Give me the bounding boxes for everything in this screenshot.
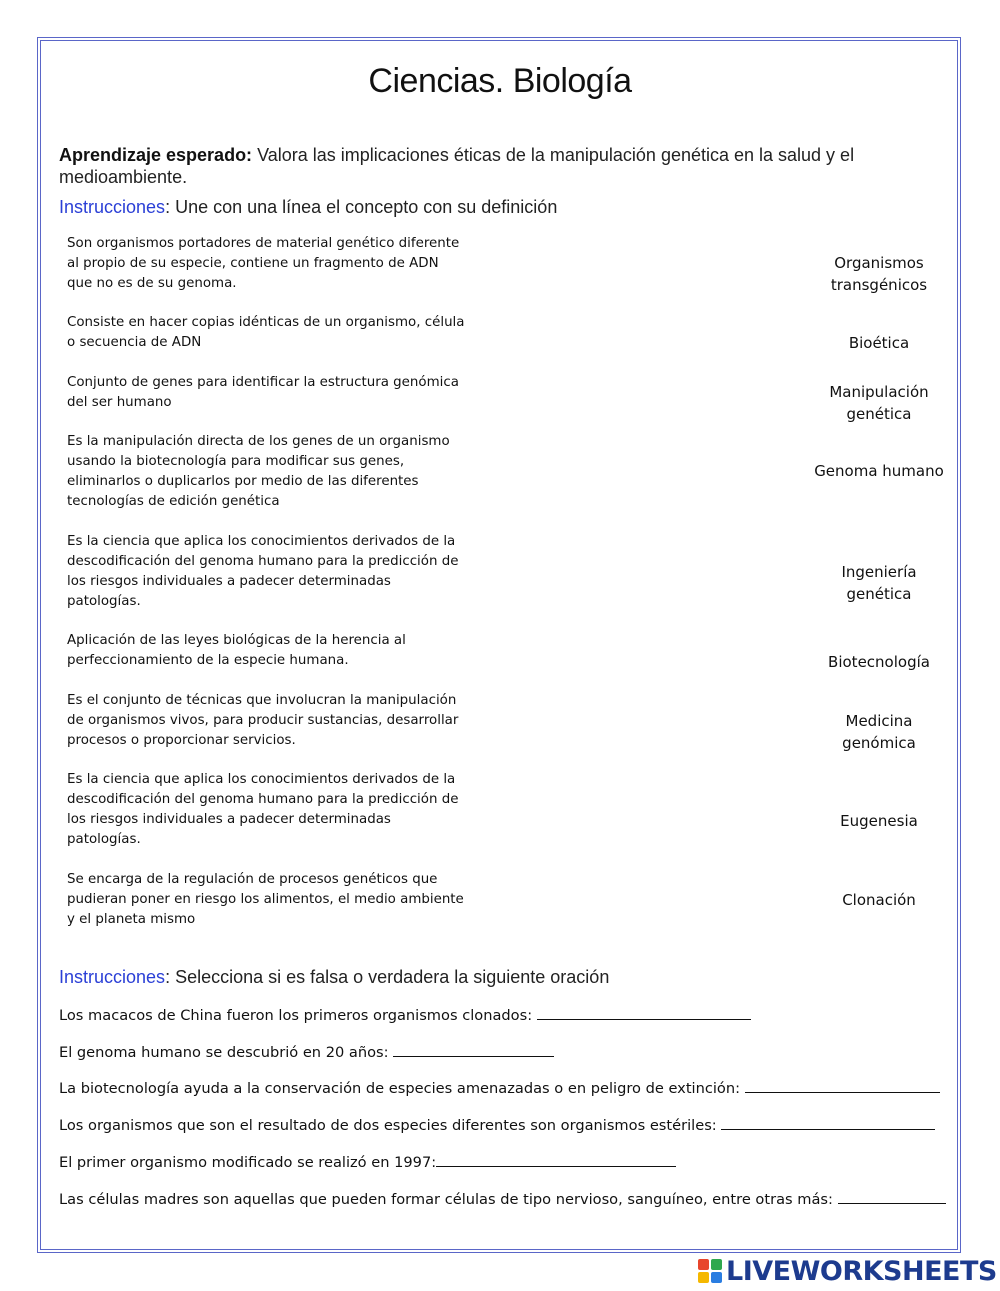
learning-label: Aprendizaje esperado: [59, 145, 253, 165]
learning-objective [59, 144, 943, 188]
concept-4[interactable]: Genoma humano [814, 462, 944, 480]
liveworksheets-logo [698, 1255, 997, 1287]
statement-2-text: El genoma humano se descubrió en 20 años: [59, 1044, 394, 1061]
statement-5 [59, 1152, 676, 1171]
statement-3-text: La biotecnología ayuda a la conservación de especies amenazadas o en peligro de extinción: [59, 1080, 745, 1097]
truefalse-instructions-label: Instrucciones [59, 967, 166, 987]
definition-3[interactable]: Conjunto de genes para identificar la estructura genómica del ser humano [67, 375, 459, 410]
answer-blank-4[interactable] [721, 1115, 935, 1130]
truefalse-instructions [59, 967, 609, 988]
statement-4 [59, 1115, 935, 1134]
statement-1 [59, 1005, 751, 1024]
concept-2[interactable]: Bioética [848, 334, 910, 352]
definition-9[interactable]: Se encarga de la regulación de procesos genéticos que pudieran poner en riesgo los alimentos, el medio ambiente y el planeta mismo [67, 872, 464, 927]
concept-7[interactable]: Medicina genómica [842, 712, 916, 752]
statement-1-text: Los macacos de China fueron los primeros organismos clonados: [59, 1007, 537, 1024]
statement-6 [59, 1189, 946, 1208]
logo-square [698, 1259, 709, 1270]
answer-blank-2[interactable] [393, 1042, 554, 1057]
answer-blank-5[interactable] [436, 1152, 676, 1167]
page-title: Ciencias. Biología [368, 62, 632, 100]
definition-2[interactable]: Consiste en hacer copias idénticas de un organismo, célula o secuencia de ADN [67, 315, 465, 350]
answer-blank-6[interactable] [838, 1189, 946, 1204]
concept-6[interactable]: Biotecnología [828, 653, 930, 671]
statement-6-text: Las células madres son aquellas que pueden formar células de tipo nervioso, sanguíneo, entre otras más: [59, 1191, 838, 1208]
matching-instructions-text: : Une con una línea el concepto con su definición [165, 197, 558, 217]
logo-text: LIVEWORKSHEETS [726, 1255, 997, 1287]
definition-7[interactable]: Es el conjunto de técnicas que involucran la manipulación de organismos vivos, para producir sustancias, desarrollar procesos o proporcionar servicios. [67, 693, 459, 748]
logo-square [698, 1272, 709, 1283]
statement-5-text: El primer organismo modificado se realizó en 1997: [59, 1154, 437, 1171]
definition-5[interactable]: Es la ciencia que aplica los conocimientos derivados de la descodificación del genoma humano para la predicción de los riesgos individuales a padecer determinadas patologías. [67, 534, 459, 609]
concept-9[interactable]: Clonación [842, 891, 916, 909]
concept-8[interactable]: Eugenesia [840, 812, 918, 830]
answer-blank-1[interactable] [537, 1005, 751, 1020]
statement-3 [59, 1078, 940, 1097]
definition-1[interactable]: Son organismos portadores de material genético diferente al propio de su especie, contiene un fragmento de ADN que no es de su genoma. [67, 236, 460, 291]
logo-mark-icon [698, 1259, 722, 1283]
definition-8[interactable]: Es la ciencia que aplica los conocimientos derivados de la descodificación del genoma humano para la predicción de los riesgos individuales a padecer determinadas patologías. [67, 772, 459, 847]
matching-instructions [59, 197, 557, 218]
matching-instructions-label: Instrucciones [59, 197, 166, 217]
logo-square [711, 1272, 722, 1283]
concept-1[interactable]: Organismos transgénicos [830, 254, 928, 294]
truefalse-instructions-text: : Selecciona si es falsa o verdadera la siguiente oración [165, 967, 610, 987]
statement-2 [59, 1042, 554, 1061]
concept-5[interactable]: Ingeniería genética [841, 563, 917, 603]
answer-blank-3[interactable] [745, 1078, 940, 1093]
definition-6[interactable]: Aplicación de las leyes biológicas de la herencia al perfeccionamiento de la especie humana. [67, 633, 406, 668]
statement-4-text: Los organismos que son el resultado de dos especies diferentes son organismos estériles: [59, 1117, 722, 1134]
definition-4[interactable]: Es la manipulación directa de los genes de un organismo usando la biotecnología para modificar sus genes, eliminarlos o duplicarlos por medio de las diferentes tecnologías de edición genética [67, 434, 450, 509]
learning-text: Valora las implicaciones éticas de la manipulación genética en la salud y el medioambiente. [59, 145, 855, 187]
logo-square [711, 1259, 722, 1270]
concept-3[interactable]: Manipulación genética [829, 383, 929, 423]
